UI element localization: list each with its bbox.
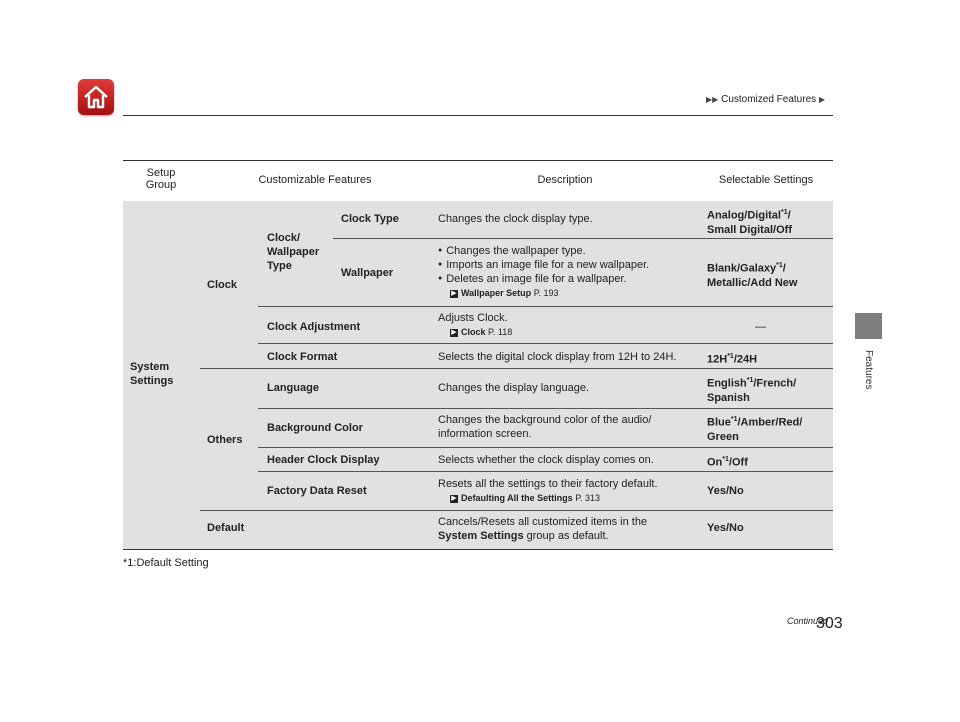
feature-language: Language: [267, 382, 319, 394]
page-number: 303: [816, 615, 843, 632]
row-divider: [258, 343, 833, 344]
reference-arrow-icon: ▶: [451, 328, 457, 336]
row-divider: [200, 510, 833, 511]
settings-header-clock-display: On$^{*1}$/Off: [707, 456, 748, 469]
settings-default: Yes/No: [707, 522, 744, 534]
breadcrumb-label: Customized Features: [721, 94, 817, 105]
description-clock-type: Changes the clock display type.: [438, 213, 593, 225]
footnote: *1:Default Setting: [123, 557, 209, 569]
feature-clock-type: Clock Type: [341, 213, 399, 225]
description-factory-data-reset: Resets all the settings to their factory default. ▶ Defaulting All the Settings P. 313: [438, 477, 698, 505]
settings-clock-type: Analog/Digital$^{*1}$/ Small Digital/Off: [707, 209, 792, 236]
settings-language: English$^{*1}$/French/ Spanish: [707, 377, 797, 404]
description-background-color: Changes the background color of the audio/ information screen.: [438, 414, 652, 440]
section-tab[interactable]: [855, 313, 882, 339]
description-wallpaper: ● Changes the wallpaper type. ● Imports an image file for a new wallpaper. ● Deletes an image file for a wallpaper. ▶ Wallpaper Setup P. 193: [438, 244, 698, 300]
feature-clock-format: Clock Format: [267, 351, 338, 363]
row-divider: [200, 368, 833, 369]
section-tab-label: Features: [863, 350, 874, 390]
group-clock: Clock: [207, 279, 237, 291]
description-language: Changes the display language.: [438, 382, 590, 394]
header-customizable-features: Customizable Features: [258, 174, 372, 186]
feature-background-color: Background Color: [267, 422, 363, 434]
description-header-clock-display: Selects whether the clock display comes on.: [438, 454, 654, 466]
feature-factory-data-reset: Factory Data Reset: [267, 485, 367, 497]
wallpaper-setup-link[interactable]: ▶ Wallpaper Setup P. 193: [451, 288, 559, 299]
continued-label: Continued: [787, 616, 829, 626]
header-divider: [123, 115, 833, 116]
row-divider: [258, 447, 833, 448]
breadcrumb[interactable]: [706, 94, 825, 105]
group-system-settings: System Settings: [130, 361, 174, 387]
settings-wallpaper: Blank/Galaxy$^{*1}$/ Metallic/Add New: [707, 262, 798, 289]
row-divider: [258, 306, 833, 307]
settings-clock-format: $12H^{*1}/24H$: [707, 353, 758, 366]
header-selectable-settings: Selectable Settings: [718, 174, 814, 186]
home-icon[interactable]: [78, 79, 114, 115]
row-divider: [258, 471, 833, 472]
table-header: [123, 160, 833, 202]
feature-default: Default: [207, 522, 245, 534]
clock-link[interactable]: ▶ Clock P. 118: [451, 327, 513, 337]
settings-factory-data-reset: Yes/No: [707, 485, 744, 497]
reference-arrow-icon: ▶: [451, 494, 457, 502]
settings-clock-adjustment: —: [755, 321, 766, 333]
header-setup-group: Setup Group: [145, 167, 177, 191]
settings-background-color: Blue$^{*1}$/Amber/Red/ Green: [707, 416, 803, 443]
feature-header-clock-display: Header Clock Display: [267, 454, 380, 466]
description-clock-adjustment: Adjusts Clock. ▶ Clock P. 118: [438, 311, 698, 339]
description-default: Cancels/Resets all customized items in the System Settings group as default.: [438, 516, 648, 542]
reference-arrow-icon: ▶: [451, 289, 457, 297]
breadcrumb-arrow-icon: ▶▶: [706, 95, 719, 104]
table-body: [123, 201, 833, 550]
row-divider: [333, 238, 833, 239]
row-divider: [258, 408, 833, 409]
feature-clock-adjustment: Clock Adjustment: [267, 321, 361, 333]
header-description: Description: [537, 174, 593, 186]
group-clock-wallpaper-type: Clock/ Wallpaper Type: [267, 232, 320, 272]
feature-wallpaper: Wallpaper: [341, 267, 394, 279]
group-others: Others: [207, 434, 243, 446]
breadcrumb-arrow-icon: ▶: [818, 95, 826, 104]
defaulting-settings-link[interactable]: ▶ Defaulting All the Settings P. 313: [451, 493, 601, 503]
description-clock-format: Selects the digital clock display from 12H to 24H.: [438, 351, 677, 363]
